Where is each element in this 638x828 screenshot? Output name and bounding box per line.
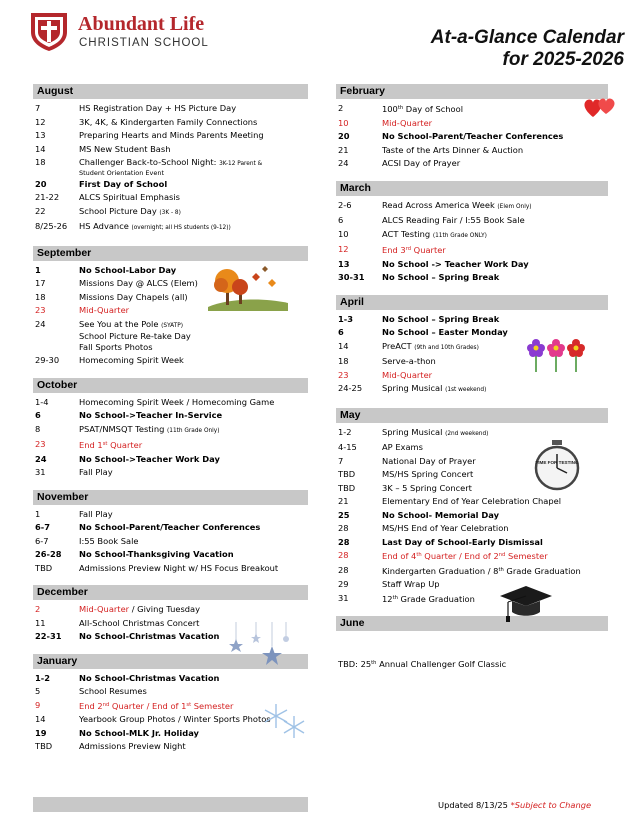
event-row: 18 Missions Day Chapels (all) bbox=[35, 291, 188, 302]
month-november bbox=[33, 490, 308, 576]
event-row: 29 Staff Wrap Up bbox=[338, 579, 440, 589]
shield-cross-icon bbox=[28, 10, 70, 52]
event-row: 21-22 ALCS Spiritual Emphasis bbox=[35, 192, 180, 202]
event-row: 14 MS New Student Bash bbox=[35, 143, 171, 154]
event-row: 28 MS/HS End of Year Celebration bbox=[338, 523, 509, 533]
event-subline: Student Orientation Event bbox=[79, 168, 165, 177]
event-row: 17 Missions Day @ ALCS (Elem) bbox=[35, 278, 198, 288]
event-row: 6-7 I:55 Book Sale bbox=[35, 535, 139, 546]
event-row: 6 ALCS Reading Fair / I:55 Book Sale bbox=[338, 215, 525, 225]
event-row: 8/25-26 HS Advance (overnight; all HS students (9-12)) bbox=[35, 221, 231, 231]
event-row: 24 ACSI Day of Prayer bbox=[338, 158, 461, 168]
event-row: 23 Mid-Quarter bbox=[35, 305, 130, 315]
event-row: 20 First Day of School bbox=[35, 178, 168, 189]
calendar-title: At-a-Glance Calendar for 2025-2026 bbox=[430, 27, 624, 70]
clock-icon bbox=[532, 440, 582, 492]
event-row: 10 Mid-Quarter bbox=[338, 117, 433, 128]
event-row: 24 No School->Teacher Work Day bbox=[35, 453, 220, 464]
month-header: October bbox=[33, 378, 308, 393]
month-may bbox=[336, 408, 608, 607]
event-row: 14 PreACT (9th and 10th Grades) bbox=[338, 340, 479, 351]
footer-bar bbox=[33, 797, 308, 812]
event-row: 1-3 No School – Spring Break bbox=[338, 313, 500, 324]
event-row: 4-15 AP Exams bbox=[338, 442, 423, 452]
event-row: 1 No School-Labor Day bbox=[35, 264, 177, 275]
month-header: February bbox=[336, 84, 608, 99]
month-header: August bbox=[33, 84, 308, 99]
month-march bbox=[336, 181, 608, 285]
event-row: 5 School Resumes bbox=[35, 686, 147, 696]
tbd-event: TBD: 25th Annual Challenger Golf Classic bbox=[338, 659, 507, 669]
event-row: 22-31 No School-Christmas Vacation bbox=[35, 631, 220, 641]
event-row: 12 End 3rd Quarter bbox=[338, 244, 446, 255]
event-row: 13 Preparing Hearts and Minds Parents Meeting bbox=[35, 130, 264, 140]
school-subtitle: CHRISTIAN SCHOOL bbox=[79, 37, 209, 49]
event-row: 25 No School- Memorial Day bbox=[338, 509, 500, 520]
event-row: TBD Admissions Preview Night w/ HS Focus Breakout bbox=[35, 562, 279, 573]
snowflake-icon bbox=[262, 700, 306, 740]
event-row: 1-4 Homecoming Spirit Week / Homecoming Game bbox=[35, 396, 275, 407]
event-row: 30-31 No School – Spring Break bbox=[338, 272, 500, 282]
event-row: 21 Taste of the Arts Dinner & Auction bbox=[338, 144, 524, 155]
event-row: TBD Admissions Preview Night bbox=[35, 741, 186, 751]
clock-label: TIME FOR TESTING bbox=[535, 460, 579, 465]
school-logo bbox=[28, 10, 228, 54]
event-row: 28 End of 4th Quarter / End of 2nd Semester bbox=[338, 550, 548, 561]
event-row: 2-6 Read Across America Week (Elem Only) bbox=[338, 199, 532, 210]
event-row: 26-28 No School-Thanksgiving Vacation bbox=[35, 549, 234, 559]
event-row: 2 100th Day of School bbox=[338, 103, 464, 114]
event-row: 9 End 2nd Quarter / End of 1st Semester bbox=[35, 699, 234, 711]
event-row: 31 Fall Play bbox=[35, 467, 113, 477]
autumn-trees-icon bbox=[206, 263, 290, 313]
graduation-cap-icon bbox=[498, 582, 554, 624]
footer-note: Updated 8/13/25 *Subject to Change bbox=[438, 800, 592, 810]
event-row: 10 ACT Testing (11th Grade ONLY) bbox=[338, 228, 487, 239]
event-row: 18 Challenger Back-to-School Night: 3K-12 Parent & bbox=[35, 157, 263, 167]
event-row: 19 No School-MLK Jr. Holiday bbox=[35, 727, 199, 738]
event-row: 20 No School-Parent/Teacher Conferences bbox=[338, 131, 564, 141]
month-october bbox=[33, 378, 308, 480]
event-subline: Fall Sports Photos bbox=[79, 342, 153, 352]
event-row: 7 National Day of Prayer bbox=[338, 455, 476, 466]
event-row: 6-7 No School-Parent/Teacher Conferences bbox=[35, 522, 261, 532]
event-row: 1 Fall Play bbox=[35, 508, 113, 519]
event-row: 31 12th Grade Graduation bbox=[338, 592, 475, 604]
event-row: 6 No School – Easter Monday bbox=[338, 327, 508, 337]
event-row: TBD 3K – 5 Spring Concert bbox=[338, 482, 472, 493]
event-row: 28 Last Day of School-Early Dismissal bbox=[338, 536, 543, 547]
month-header: September bbox=[33, 246, 308, 261]
event-row: 1-2 Spring Musical (2nd weekend) bbox=[338, 426, 489, 437]
hearts-icon bbox=[582, 92, 618, 122]
event-row: 22 School Picture Day (3K - 8) bbox=[35, 205, 181, 216]
month-header: January bbox=[33, 654, 308, 669]
event-row: 21 Elementary End of Year Celebration Chapel bbox=[338, 496, 562, 506]
month-header: December bbox=[33, 585, 308, 600]
school-name: Abundant Life bbox=[78, 13, 205, 35]
flowers-icon bbox=[526, 336, 586, 374]
event-row: 18 Serve-a-thon bbox=[338, 356, 436, 366]
right-column bbox=[336, 84, 608, 679]
event-row: 29-30 Homecoming Spirit Week bbox=[35, 355, 184, 365]
event-row: 8 PSAT/NMSQT Testing (11th Grade Only) bbox=[35, 423, 220, 434]
month-february bbox=[336, 84, 608, 171]
month-header: May bbox=[336, 408, 608, 423]
event-row: 13 No School -> Teacher Work Day bbox=[338, 258, 529, 269]
event-row: TBD MS/HS Spring Concert bbox=[338, 469, 474, 479]
event-row: 11 All-School Christmas Concert bbox=[35, 617, 200, 628]
event-row: 23 End 1st Quarter bbox=[35, 439, 143, 450]
event-row: 24-25 Spring Musical (1st weekend) bbox=[338, 383, 487, 393]
month-header: November bbox=[33, 490, 308, 505]
month-header: March bbox=[336, 181, 608, 196]
event-row: 1-2 No School-Christmas Vacation bbox=[35, 672, 220, 683]
event-row: 6 No School->Teacher In-Service bbox=[35, 410, 223, 420]
event-row: 24 See You at the Pole (SYATP) bbox=[35, 318, 183, 329]
event-row: 23 Mid-Quarter bbox=[338, 369, 433, 380]
month-august bbox=[33, 84, 308, 236]
month-header: June bbox=[336, 616, 608, 631]
event-row: 7 HS Registration Day + HS Picture Day bbox=[35, 103, 237, 113]
event-row: 12 3K, 4K, & Kindergarten Family Connections bbox=[35, 116, 258, 127]
month-header: April bbox=[336, 295, 608, 310]
event-row: 2 Mid-Quarter / Giving Tuesday bbox=[35, 604, 201, 614]
ornaments-icon bbox=[226, 622, 296, 670]
event-subline: School Picture Re-take Day bbox=[79, 331, 191, 341]
month-june bbox=[336, 616, 608, 669]
event-row: 28 Kindergarten Graduation / 8th Grade Graduation bbox=[338, 564, 581, 576]
event-row: 14 Yearbook Group Photos / Winter Sports Photos bbox=[35, 714, 271, 724]
